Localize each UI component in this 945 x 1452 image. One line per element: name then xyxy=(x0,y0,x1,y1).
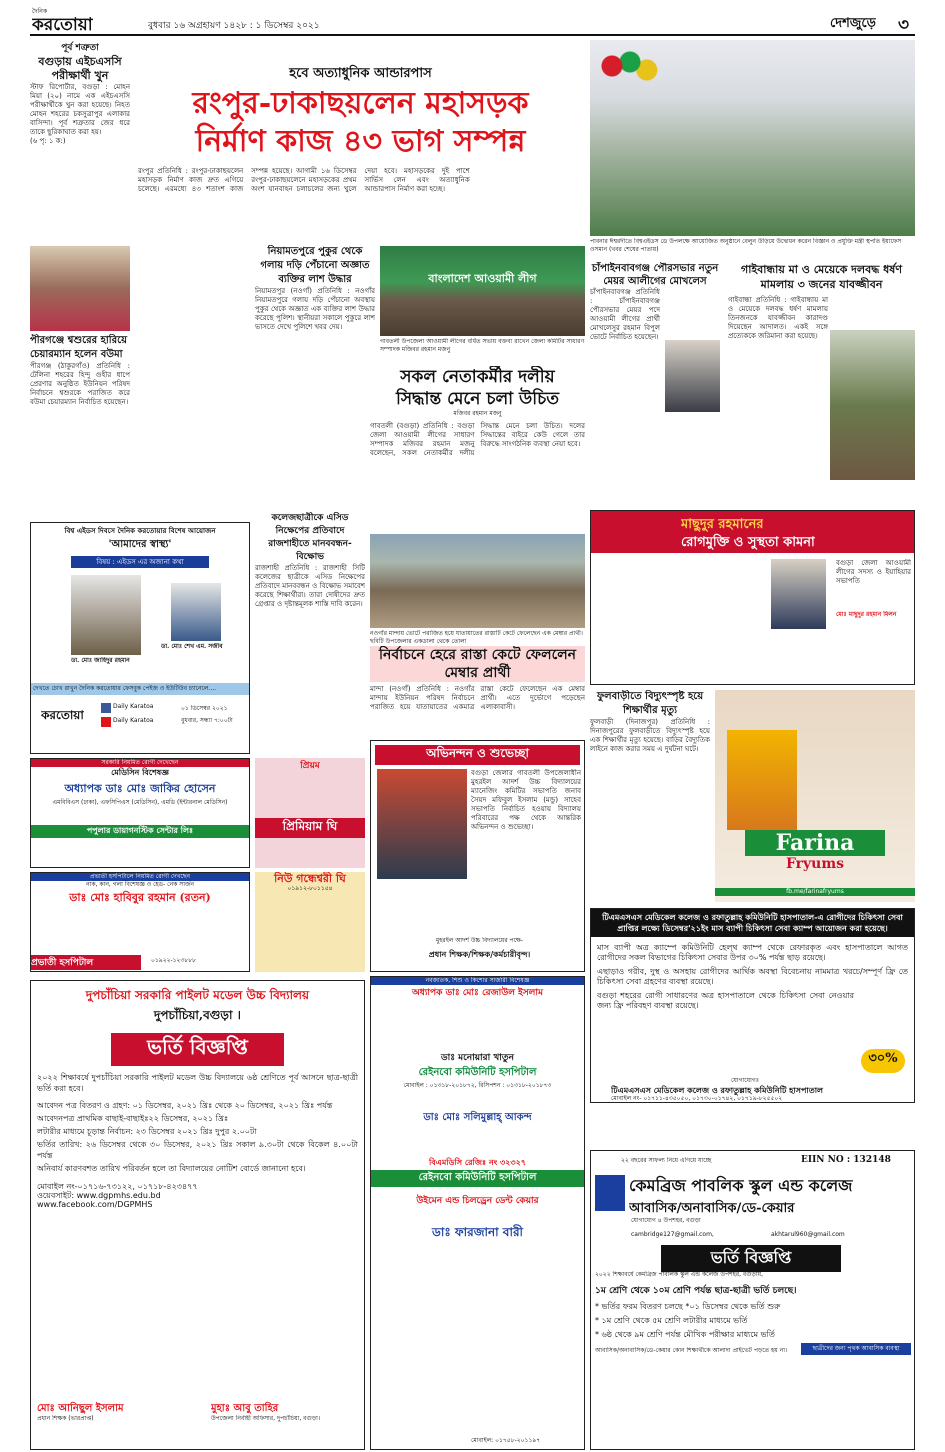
lead-kicker: হবে অত্যাধুনিক আন্ডারপাস xyxy=(289,66,432,81)
guest-name: ডা. মোঃ জাহিদুর রহমান xyxy=(71,657,130,664)
lead-story xyxy=(138,64,583,240)
air-date: ০১ ডিসেম্বর ২০২১ xyxy=(181,705,228,712)
story-byline: মজিবর রহমান মজনু xyxy=(453,410,502,417)
fb-link: fb.me/farinafryums xyxy=(715,888,915,896)
guest-photo xyxy=(71,575,141,655)
ad-bullet-3: বগুড়া শহরের রোগী সাধারণের অত্র হাসপাতালে থেকে চিকিৎসা সেবা নেওয়ার জন্য ফ্রি পরিবহণ ব্যবস্থা রয়েছে। xyxy=(597,991,854,1010)
ad-phone: মোবাইল নং-০১৭১৬-৭৩১২২, ০১৭১৮-৪২৩৪৭৭ xyxy=(37,1182,198,1191)
photo-balloons xyxy=(590,40,915,260)
ad-fb: www.facebook.com/DGPMHS xyxy=(37,1200,153,1209)
photo-court xyxy=(830,330,915,480)
ad-title: অভিনন্দন ও শুভেচ্ছা xyxy=(375,745,580,765)
issue-date: বুধবার ১৬ অগ্রহায়ণ ১৪২৮ : ১ ডিসেম্বর ২০২১ xyxy=(148,21,320,31)
ad-hospital: প্রভাতী হসপিটাল xyxy=(31,955,141,970)
tmss-ad xyxy=(590,908,915,1103)
ad-bullet-3: * ৬ষ্ঠ থেকে ৯ম শ্রেণি পর্যন্ত মৌখিক পরীক্ষার মাধ্যমে ভর্তি xyxy=(595,1330,775,1339)
ad-line-5: অনিবার্য কারণবশত তারিখ পরিবর্তন হলে তা বিদ্যালয়ের নোটিশ বোর্ডে জানানো হবে। xyxy=(37,1164,306,1173)
story-jump: (৬ পৃ: ১ ক:) xyxy=(30,137,66,145)
photo-image xyxy=(380,246,585,336)
ad-email-1: cambridge127@gmail.com, xyxy=(631,1231,714,1238)
ad-desc: বগুড়া জেলা আওয়ামী লীগের সদস্য ও ইয়াহিয়ার সভাপতি xyxy=(836,559,911,585)
doctor-ad-medicine xyxy=(30,758,250,868)
ad-doctor: অধ্যাপক ডাঃ মোঃ রেজাউল ইসলাম xyxy=(411,988,543,998)
banner-text: বাংলাদেশ আওয়ামী লীগ xyxy=(428,272,537,285)
ad-phone: ০১৯১২-৮০১১৫৪ xyxy=(287,885,333,892)
ad-sign-2: প্রধান শিক্ষক/শিক্ষক/কর্মচারীবৃন্দ। xyxy=(428,949,531,959)
sig1-name: মোঃ আনিছুল ইসলাম xyxy=(37,1403,124,1414)
ad-notice: ভর্তি বিজ্ঞপ্তি xyxy=(661,1245,841,1272)
sig1-title: প্রধান শিক্ষক (ভারপ্রাপ্ত) xyxy=(37,1415,94,1422)
story-acid xyxy=(255,512,365,752)
story-body-found xyxy=(255,245,375,505)
sig2-title: উপজেলা নির্বাহী অফিসার, দুপচাঁচিয়া, বগুড়া। xyxy=(211,1415,320,1422)
lead-headline-1: রংপুর-ঢাকাছয়লেন মহাসড়ক xyxy=(192,86,529,121)
ad-bullet-2: এছাড়াও গরীব, দুস্থ ও অসহায় রোগীদের আর্থিক অবস্থা বিবেচনায় নামমাত্র খরচে/সম্পূর্ণ ফ্রি তে চিকিৎসা সেবা গ্রহণের ব্যবস্থা রয়েছে। xyxy=(597,967,908,986)
ad-surgeon: ডাঃ মোঃ সলিমুল্লাহ্ আকন্দ xyxy=(423,1112,532,1123)
ad-women-care: উইমেন এন্ড চিলড্রেন ডেন্ট কেয়ার xyxy=(416,1196,539,1206)
ad-clinic: পপুলার ডায়াগনস্টিক সেন্টার লিঃ xyxy=(31,825,249,838)
story-body: ফুলবাড়ী (দিনাজপুর) প্রতিনিধি : দিনাজপুরের ফুলবাড়ীতে বিদ্যুৎস্পৃষ্ট হয়ে এক শিক্ষার্থীর মৃত্যু হয়েছে। বাড়ির বৈদ্যুতিক লাইনে কাজ করার সময় এ দুর্ঘটনা ঘটে। xyxy=(590,718,710,753)
lead-headline-2: নির্মাণ কাজ ৪৩ ভাগ সম্পন্ন xyxy=(195,124,526,159)
ad-degree: এমবিবিএস (ঢাকা), এফসিপিএস (মেডিসিন), এমডি (ইন্টারনাল মেডিসিন) xyxy=(52,799,228,806)
ad-phone: মোবাইল : ০১৩১৮-২০১৮৭২, রিসিপশন : ০১৩১৮-২০১৮৭৩ xyxy=(403,1082,552,1089)
ad-line-2: আবেদনপত্র প্রাথমিক বাছাই-বাছাইঃ২২ ডিসেম্বর, ২০২১ খ্রিঃ xyxy=(37,1114,229,1123)
ad-type: আবাসিক/অনাবাসিক/ডে-কেয়ার xyxy=(629,1201,795,1216)
cambridge-school-ad xyxy=(590,1150,915,1450)
story-headline: গাইবান্ধায় মা ও মেয়েকে দলবদ্ধ ধর্ষণ মামলায় ৩ জনের যাবজ্জীবন xyxy=(741,263,902,291)
ghee-ad-1 xyxy=(255,758,365,868)
sig2-name: মুহাঃ আবু তাহির xyxy=(211,1403,279,1414)
ad-sign-1: মুহরইল আদর্শ উচ্চ বিদ্যালয়ের পক্ষে- xyxy=(435,937,524,944)
ad-logo: করতোয়া xyxy=(41,708,84,722)
ad-doctor: ডাঃ মোঃ হাবিবুর রহমান (রতন) xyxy=(69,891,211,904)
rainbow-hospital-ad xyxy=(370,976,585,1450)
discount-badge: ৩০% xyxy=(861,1049,905,1073)
story-body: স্টাফ রিপোর্টার, বগুড়া : মোহন মিয়া (২০) নামে এক এইচএসসি পরীক্ষার্থীকে খুন করা হয়েছে। নিহত মোহন শহরের চকসুত্রাপুর এলাকার বাসিন্দা। পূর্ব শত্রুতার জের ধরে তাকে ছুরিকাঘাত করা হয়। xyxy=(30,83,130,136)
ad-notice: ভর্তি বিজ্ঞপ্তি xyxy=(111,1033,284,1066)
ad-eiin: EIIN NO : 132148 xyxy=(801,1155,891,1165)
ad-doctor: অধ্যাপক ডাঃ মোঃ জাকির হোসেন xyxy=(64,782,216,795)
ad-line-1: আবেদন পত্র বিতরণ ও গ্রহণ: ০১ ডিসেম্বর, ২০২১ খ্রিঃ থেকে ২০ ডিসেম্বর, ২০২১ খ্রিঃ পর্যন্ত xyxy=(37,1101,333,1110)
ad-title: বিশ্ব এইডস দিবসে দৈনিক করতোয়ার বিশেষ আয়োজন xyxy=(64,526,216,535)
ad-specialty: মেডিসিন বিশেষজ্ঞ xyxy=(111,767,169,777)
ad-contact: যোগাযোগ ৪ উপশহর, বগুড়া xyxy=(631,1217,701,1224)
story-headline: কলেজছাত্রীকে এসিড নিক্ষেপের প্রতিবাদে রাজশাহীতে মানববন্ধন-বিক্ষোভ xyxy=(268,513,352,562)
product-name: Fryums xyxy=(785,856,845,872)
ad-body: বগুড়া জেলার গাবতলী উপজেলাধীন মুহরইল আদর্শ উচ্চ বিদ্যালয়ের ম্যানেজিং কমিটির সভাপতি জনাব সৈয়দ মফিবুল ইসলাম (মন্ডু) সাহেব সভাপতি নির্বাচিত হওয়ায় বিদ্যালয় পরিবারের পক্ষ থেকে আন্তরিক অভিনন্দন ও শুভেচ্ছা। xyxy=(471,769,581,831)
story-headline: ফুলবাড়ীতে বিদ্যুৎস্পৃষ্ট হয়ে শিক্ষার্থীর মৃত্যু xyxy=(596,691,704,716)
ad-doctor-2: ডাঃ মনোয়ারা খাতুন xyxy=(440,1053,514,1063)
ad-footer: টিএমএসএস মেডিকেল কলেজ ও রফাতুল্লাহ কমিউনিটি হাসপাতাল xyxy=(611,1085,823,1095)
ad-dentist-phone: মোবাইল: ০১৭৫৮-২০১১৯৭ xyxy=(471,1437,541,1444)
ghee-ad-2 xyxy=(255,872,365,972)
doctor-ad-ent xyxy=(30,872,250,972)
ad-school: কেমব্রিজ পাবলিক স্কুল এন্ড কলেজ xyxy=(629,1176,853,1195)
ad-email-2: akhtarul960@gmail.com xyxy=(771,1231,845,1238)
ad-bmdc: বিএমডিসি রেজিঃ নং ৩২৩২৭ xyxy=(429,1157,526,1167)
ad-specialty: নাক, কান, গলা বিশেষজ্ঞ ও হেড- নেক সার্জন xyxy=(86,881,194,888)
photo-caption: নওগাঁর মান্দায় ভোটে পরাজিত হয়ে যাতায়াতের রাস্তাটি কেটে ফেলেছেন এক মেম্বার প্রার্থী। ছবিটি উপজেলার একডালা থেকে তোলা xyxy=(370,630,583,645)
story-road xyxy=(370,646,585,736)
ad-topic: বিষয় : এইডস এর অজানা কথা xyxy=(71,556,209,568)
story-body: গাবতলী (বগুড়া) প্রতিনিধি : বগুড়া জেলা আওয়ামী লীগের সাধারণ সম্পাদক মজিবর রহমান মজনু বলেছেন, সকল নেতাকর্মীর দলীয় সিদ্ধান্ত মেনে চলা উচিত। দলের সিদ্ধান্তের বাইরে কেউ গেলে তার বিরুদ্ধে সাংগঠনিক ব্যবস্থা নেয়া হবে। xyxy=(370,422,585,457)
ad-bullet-2: * ১ম শ্রেণি থেকে ৫ম শ্রেণি লটারীর মাধ্যমে ভর্তি xyxy=(595,1316,748,1325)
ad-line: রোগমুক্তি ও সুস্থতা কামনা xyxy=(681,535,815,550)
balloon-cluster xyxy=(600,50,660,90)
ad-bullet-1: মাস ব্যাপী অত্র ক্যাম্পে কমিউনিটি হেল্থ ক্যাম্প থেকে রেফারকৃত এবং হাসপাতালে আগত রোগীদের সকল বিভাগের চিকিৎসা সেবার উপর ৩০% পর্যন্ত ছাড় রয়েছে। xyxy=(597,943,908,962)
story-hsc-murder xyxy=(30,40,130,240)
photo-caption: গাবতলী উপজেলা আওয়ামী লীগের বর্ধিত সভায় বক্তব্য রাখেন জেলা কমিটির সাধারণ সম্পাদক মজিবর রহমান মজনু xyxy=(380,338,585,353)
host-photo xyxy=(171,583,221,641)
story-body: পীরগঞ্জ (ঠাকুরগাঁও) প্রতিনিধি : টেলিনা শহরের হিন্দু গুহীর ধাপে প্রেরণার অনুষ্ঠিত ইউনিয়ন পরিষদ নির্বাচনে শ্বশুরকে পরাজিত করে বউমা চেয়ারম্যান নির্বাচিত হয়েছেন। xyxy=(30,362,130,406)
aids-special-ad xyxy=(30,522,250,754)
ad-phone: ০১৯২২-১২৩৮৮৮ xyxy=(151,957,197,964)
fb-page: Daily Karatoa xyxy=(113,703,154,710)
ad-brand: নিউ গন্ধেশ্বরী ঘি xyxy=(274,872,346,885)
story-pirganj xyxy=(30,334,240,524)
host-name: ডা. মোঃ শেখ এম. সজীব xyxy=(161,643,223,650)
ad-line-2: ১ম শ্রেণি থেকে ১০ম শ্রেণি পর্যন্ত ছাত্র-ছাত্রী ভর্তি চলছে। xyxy=(595,1286,797,1296)
story-leader xyxy=(370,366,585,536)
ad-line-3: লটারীর মাধ্যমে চূড়ান্ত নির্বাচন: ২৩ ডিসেম্বর ২০২১ খ্রিঃ দুপুর ২.০০টা xyxy=(37,1127,257,1136)
ad-line-4: ভর্তির তারিখ: ২৬ ডিসেম্বর থেকে ৩০ ডিসেম্বর, ২০২১ খ্রিঃ সকাল ৯.৩০টা থেকে বিকেল ৪.০০টা পর্যন্ত xyxy=(37,1140,358,1160)
story-headline: চাঁপাইনবাবগঞ্জ পৌরসভার নতুন মেয়র আলীগের মোখলেস xyxy=(591,263,719,287)
photo-mayor xyxy=(665,340,720,412)
ad-title: দুপচাঁচিয়া সরকারি পাইলট মডেল উচ্চ বিদ্যালয় xyxy=(85,988,310,1002)
ad-brand: প্রিয়ম xyxy=(300,761,320,771)
photo-image xyxy=(370,534,585,628)
ad-foot: আবাসিক/অনাবাসিক/ডে-কেয়ার কোন শিক্ষার্থীকে আলাদা প্রাইভেট পড়তে হয় না। xyxy=(595,1347,788,1354)
ad-top: সরকারি নিয়মিত রোগী দেখেছেন xyxy=(31,759,249,767)
air-time: বুধবার, সন্ধ্যা ৭:০০টা xyxy=(181,717,233,724)
ad-footer: দেখতে চোখ রাখুন দৈনিক করতোয়ার ফেসবুক পেইজ ও ইউটিউব চ্যানেলে.... xyxy=(31,683,249,695)
ad-name: মাছুদুর রহমানের xyxy=(681,517,764,532)
ad-intro: ২০২২ শিক্ষাবর্ষে দুপচাঁচিয়া সরকারি পাইলট মডেল উচ্চ বিদ্যালয়ে ৬ষ্ঠ শ্রেণিতে পূর্ব আসনে ছাত্র-ছাত্রী ভর্তি করা হবে। xyxy=(37,1073,358,1093)
story-body: নিয়ামতপুর (নওগাঁ) প্রতিনিধি : নওগাঁর নিয়ামতপুরে গলায় দড়ি পেঁচানো অবস্থায় পুকুর থেকে অজ্ঞাত এক ব্যক্তির লাশ উদ্ধার করেছে পুলিশ। স্থানীয়রা সকালে পুকুরে লাশ ভাসতে দেখে পুলিশে খবর দেয়। xyxy=(255,287,375,331)
wish-ad xyxy=(590,510,915,685)
ad-title: টিএমএসএস মেডিকেল কলেজ ও রফাতুল্লাহ কমিউনিটি হাসপাতাল-এ রোগীদের চিকিৎসা সেবা প্রাপ্তির লক্ষ্যে ডিসেম্বর'২১ইং মাস ব্যাপী চিকিৎসা সেবা ক্যাম্প আয়োজন করা হয়েছে। xyxy=(591,909,914,937)
story-body: রাজশাহী প্রতিনিধি : রাজশাহী সিটি কলেজের ছাত্রীকে এসিড নিক্ষেপের প্রতিবাদে মানববন্ধন ও বিক্ষোভ সমাবেশ করেছে শিক্ষার্থীরা। তারা দোষীদের দ্রুত গ্রেপ্তার ও দৃষ্টান্তমূলক শাস্তি দাবি করেন। xyxy=(255,564,365,608)
story-headline-1: সকল নেতাকর্মীর দলীয় xyxy=(400,367,555,387)
ad-person: মোঃ মাছুদুর রহমান মিলন xyxy=(836,611,897,618)
school-admission-ad xyxy=(30,980,365,1450)
ad-bullet-1: * ভর্তির ফরম বিতরণ চলছে *০১ ডিসেম্বর থেকে ভর্তি শুরু xyxy=(595,1302,781,1311)
school-logo xyxy=(595,1175,625,1211)
photo-bride xyxy=(30,246,130,331)
ad-hospital: রেইনবো কমিউনিটি হসপিটাল xyxy=(418,1067,537,1078)
photo-caption: পাবনার ঈশ্বরদীতে বিশ্বএইডস ডে উপলক্ষে আয়োজিত অনুষ্ঠানে বেলুন উড়িয়ে উদ্বোধন করেন বিজ্ঞান ও প্রযুক্তি মন্ত্রী স্থপতি ইয়াফেস ওসমান (খবর শেষের পাতায়) xyxy=(590,238,902,253)
story-electric xyxy=(590,690,710,902)
product-box xyxy=(727,730,797,830)
ad-contact: যোগাযোগঃ xyxy=(731,1077,760,1084)
ad-photo xyxy=(771,559,826,629)
photo-road-cut xyxy=(370,534,585,646)
yt-channel: Daily Karatoa xyxy=(113,717,154,724)
fryums-ad xyxy=(715,690,915,902)
youtube-icon xyxy=(101,717,111,727)
ad-badge: ছাত্রীদের জন্য পৃথক আবাসিক ব্যবস্থা xyxy=(801,1343,911,1355)
product-brand: Farina xyxy=(745,830,885,856)
story-body: মান্দা (নওগাঁ) প্রতিনিধি : নওগাঁর মান্দায় ইউনিয়ন পরিষদ নির্বাচনে পরাজিত হয়ে যাতায়াতের একমাত্র রাস্তা কেটে ফেলেছেন এক মেম্বার প্রার্থী। এতে দুর্ভোগে পড়েছেন এলাকাবাসী। xyxy=(370,685,585,711)
story-body: গাইবান্ধা প্রতিনিধি : গাইবান্ধায় মা ও মেয়েকে দলবদ্ধ ধর্ষণ মামলায় তিনজনকে যাবজ্জীবন কারাদণ্ড দিয়েছেন আদালত। একই সঙ্গে প্রত্যেককে জরিমানা করা হয়েছে। xyxy=(728,296,828,340)
ad-dentist: ডাঃ ফারজানা বারী xyxy=(432,1225,523,1239)
page-number: ৩ xyxy=(898,15,910,35)
lead-body: রংপুর প্রতিনিধি : রংপুর-ঢাকাছয়লেন মহাসড়ক নির্মাণ কাজ দ্রুত এগিয়ে চলেছে। এরমধ্যে ৪৩ শতাংশ কাজ সম্পন্ন হয়েছে। আগামী ১৬ ডিসেম্বর রংপুর-ঢাকাছয়লেনে মহাসড়কের প্রথম অংশ যানবাহন চলাচলের জন্য খুলে দেয়া হবে। মহাসড়কের দুই পাশে সার্ভিস লেন এবং অত্যাধুনিক আন্ডারপাস নির্মাণ করা হচ্ছে। xyxy=(138,167,470,193)
ad-web: ওয়েবসাইট: www.dgpmhs.edu.bd xyxy=(37,1191,161,1200)
story-headline: নির্বাচনে হেরে রাস্তা কেটে ফেললেন মেম্বার প্রার্থী xyxy=(370,646,585,682)
ad-photo xyxy=(377,769,467,879)
photo-awami-meeting xyxy=(380,246,585,356)
ad-phones: মোবাইল নং- ০১৭১১-৪৩৫০৫০, ০১৭৩০-০১৭৪২, ০১৭১৯-৮২৫৫০২ xyxy=(611,1095,783,1102)
ad-line-1: ২০২২ শিক্ষাবর্ষে কেমব্রিজ পাবলিক স্কুল এন্ড কলেজ উপশহর, বগুড়ায়, xyxy=(595,1271,764,1278)
facebook-icon xyxy=(101,703,111,713)
ad-place: দুপচাঁচিয়া,বগুড়া । xyxy=(154,1008,241,1022)
ad-top: ২২ বছরের সাফল্য নিয়ে এগিয়ে যাচ্ছে xyxy=(621,1157,712,1164)
page-header xyxy=(30,6,915,36)
section-name: দেশজুড়ে xyxy=(830,16,876,31)
story-headline: নিয়ামতপুরে পুকুর থেকে গলায় দড়ি পেঁচানো অজ্ঞাত ব্যক্তির লাশ উদ্ধার xyxy=(260,246,370,285)
story-body: চাঁপাইনবাবগঞ্জ প্রতিনিধি : চাঁপাইনবাবগঞ্জ পৌরসভার মেয়র পদে আওয়ামী লীগের প্রার্থী মোখলেসুর রহমান বিপুল ভোটে নির্বাচিত হয়েছেন। xyxy=(590,288,660,341)
story-headline-2: সিদ্ধান্ত মেনে চলা উচিত xyxy=(395,389,560,409)
story-headline: বগুড়ায় এইচএসসি পরীক্ষার্থী খুন xyxy=(38,55,122,82)
ad-top: নবজাতক, শিশু ও কিশোর সার্জারী বিশেষজ্ঞ xyxy=(371,977,584,985)
ad-top: প্রভাতী হসপিটালে নিয়মিত রোগী দেখছেন xyxy=(31,873,249,881)
brand-tag: দৈনিক xyxy=(32,8,48,15)
congrats-ad xyxy=(370,740,585,972)
masthead: করতোয়া xyxy=(32,15,93,35)
ad-hospital-2: রেইনবো কমিউনিটি হসপিটাল xyxy=(371,1170,584,1187)
ad-show: 'আমাদের স্বাস্থ্য' xyxy=(108,539,172,550)
story-kicker: পূর্ব শত্রুতা xyxy=(61,43,99,53)
story-headline: পীরগঞ্জে শ্বশুরের হারিয়ে চেয়ারম্যান হলেন বউমা xyxy=(30,335,127,360)
ad-title: প্রিমিয়াম ঘি xyxy=(255,818,365,838)
